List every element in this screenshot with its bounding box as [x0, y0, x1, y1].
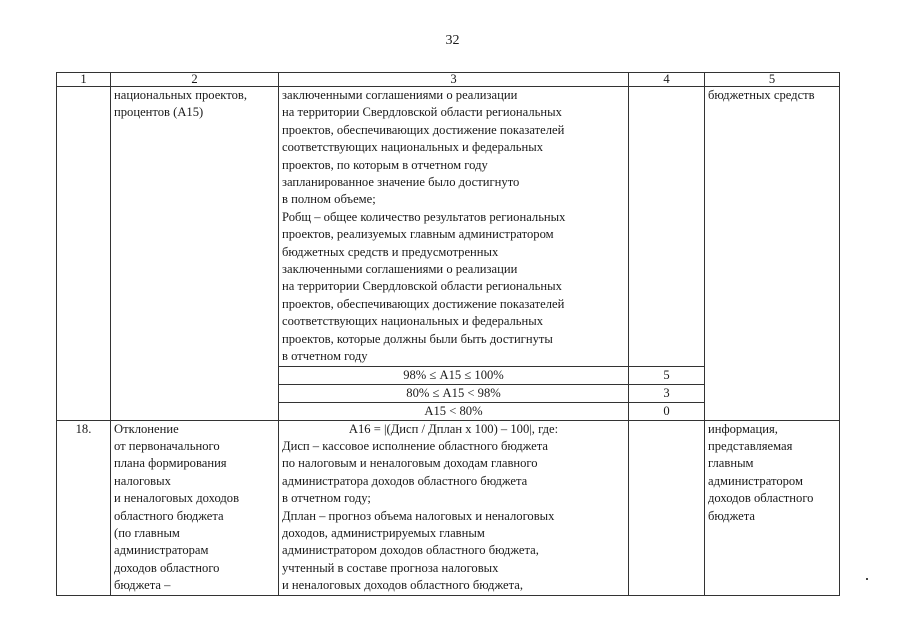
- score-condition: 80% ≤ А15 < 98%: [279, 384, 629, 402]
- row-18-desc-line: и неналоговых доходов областного бюджета,: [282, 578, 523, 593]
- a15-desc-line: проектов, реализуемых главным администратором: [282, 227, 554, 242]
- score-condition: 98% ≤ А15 ≤ 100%: [279, 366, 629, 384]
- a15-desc-line: в полном объеме;: [282, 192, 376, 207]
- row-18-source-line: доходов областного: [708, 491, 814, 506]
- row-18-desc-line: Дисп – кассовое исполнение областного бюджета: [282, 438, 548, 453]
- score-points: 3: [629, 384, 705, 402]
- table-header-row: [57, 73, 840, 87]
- a16-formula: А16 = |(Дисп / Дплан x 100) – 100|, где:: [348, 421, 559, 436]
- row-18-name-line: Отклонение: [114, 421, 179, 436]
- a15-number-cell: [57, 87, 111, 421]
- a15-desc-line: заключенными соглашениями о реализации: [282, 88, 518, 102]
- a15-desc-line: проектов, обеспечивающих достижение показателей: [282, 122, 565, 137]
- table-row-a15: [57, 87, 840, 367]
- row-18-desc-line: доходов, администрируемых главным: [282, 525, 485, 540]
- a15-desc-line: проектов, обеспечивающих достижение показателей: [282, 296, 565, 311]
- row-18-description-cell: [279, 420, 629, 595]
- row-18-name-line: бюджета –: [114, 578, 171, 593]
- row-18-name-cell: [111, 420, 279, 595]
- a15-desc-line: соответствующих национальных и федеральных: [282, 140, 544, 155]
- a15-name-line: национальных проектов,: [114, 88, 247, 102]
- row-18-number: 18.: [57, 420, 111, 595]
- criteria-table: [56, 72, 840, 596]
- a15-description-cell: [279, 87, 629, 367]
- a15-desc-line: на территории Свердловской области региональных: [282, 105, 562, 120]
- score-condition: А15 < 80%: [279, 402, 629, 420]
- a15-desc-line: проектов, по которым в отчетном году: [282, 157, 488, 172]
- row-18-source-line: информация,: [708, 421, 778, 436]
- a15-desc-line: в отчетном году: [282, 349, 368, 364]
- score-points: 5: [629, 366, 705, 384]
- column-header-1: 1: [57, 73, 111, 87]
- score-points: 0: [629, 402, 705, 420]
- row-18-name-line: доходов областного: [114, 560, 220, 575]
- row-18-name-line: от первоначального: [114, 438, 220, 453]
- a15-desc-line: на территории Свердловской области региональных: [282, 279, 562, 294]
- a15-desc-line: проектов, которые должны были быть достигнуты: [282, 331, 553, 346]
- row-18-source-line: бюджета: [708, 508, 755, 523]
- a15-desc-line: бюджетных средств и предусмотренных: [282, 244, 499, 259]
- row-18-desc-line: в отчетном году;: [282, 491, 371, 506]
- row-18-desc-line: по налоговым и неналоговым доходам главного: [282, 456, 538, 471]
- column-header-4: 4: [629, 73, 705, 87]
- a15-name-cell: [111, 87, 279, 421]
- row-18-desc-line: администратора доходов областного бюджета: [282, 473, 528, 488]
- column-header-2: 2: [111, 73, 279, 87]
- a15-desc-line: Робщ – общее количество результатов региональных: [282, 209, 566, 224]
- a15-desc-line: запланированное значение было достигнуто: [282, 175, 520, 190]
- row-18-source-line: администратором: [708, 473, 803, 488]
- row-18-desc-line: Дплан – прогноз объема налоговых и неналоговых: [282, 508, 555, 523]
- row-18-desc-line: администратором доходов областного бюджета,: [282, 543, 539, 558]
- scan-speck: [866, 578, 868, 580]
- row-18-source-line: главным: [708, 456, 754, 471]
- column-header-3: 3: [279, 73, 629, 87]
- row-18-name-line: областного бюджета: [114, 508, 224, 523]
- a15-source-line: бюджетных средств: [708, 88, 815, 102]
- a15-desc-line: соответствующих национальных и федеральных: [282, 314, 544, 329]
- a15-points-empty-cell: [629, 87, 705, 367]
- table-row-18: [57, 420, 840, 595]
- column-header-5: 5: [705, 73, 840, 87]
- row-18-name-line: налоговых: [114, 473, 171, 488]
- row-18-name-line: плана формирования: [114, 456, 227, 471]
- a15-source-cell: [705, 87, 840, 421]
- row-18-name-line: и неналоговых доходов: [114, 491, 240, 506]
- a15-name-line: процентов (А15): [114, 105, 204, 120]
- row-18-source-line: представляемая: [708, 438, 793, 453]
- page-number: 32: [445, 33, 460, 48]
- a15-desc-line: заключенными соглашениями о реализации: [282, 262, 518, 277]
- row-18-name-line: (по главным: [114, 525, 180, 540]
- row-18-points-cell: [629, 420, 705, 595]
- row-18-source-cell: [705, 420, 840, 595]
- row-18-desc-line: учтенный в составе прогноза налоговых: [282, 560, 499, 575]
- row-18-name-line: администраторам: [114, 543, 209, 558]
